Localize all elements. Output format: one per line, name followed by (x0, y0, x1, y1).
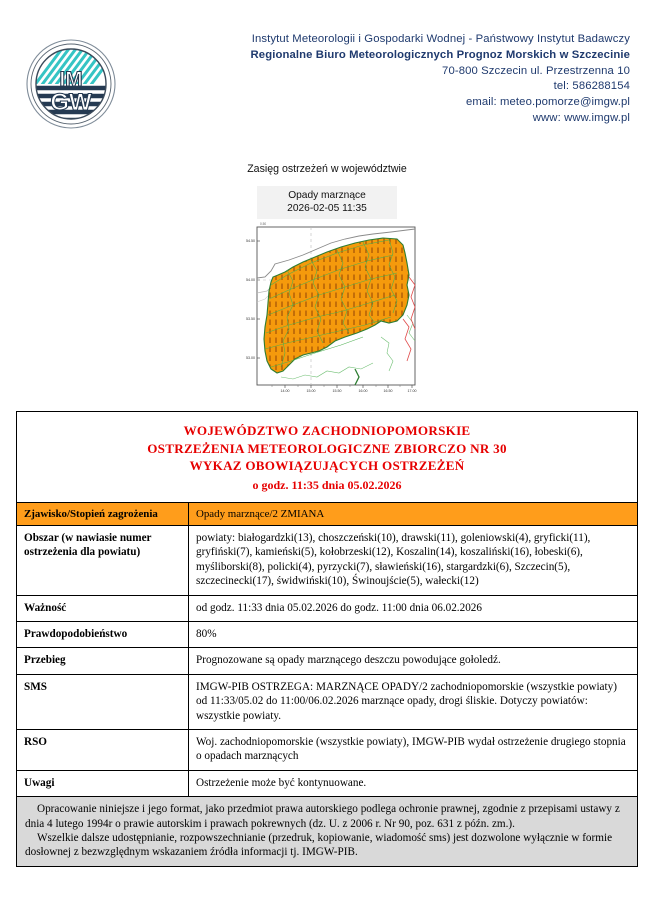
row-label-remarks: Uwagi (17, 770, 189, 796)
org-website: www: www.imgw.pl (532, 111, 630, 124)
imgw-logo-icon (25, 38, 117, 130)
table-row (17, 770, 638, 796)
row-value-course: Prognozowane są opady marznącego deszczu powodujące gołoledź. (189, 648, 638, 674)
organization-contact-block (251, 32, 630, 127)
map-phenomenon-title: Opady marznące (288, 190, 366, 201)
row-label-probability: Prawdopodobieństwo (17, 621, 189, 647)
title-line-1: WOJEWÓDZTWO ZACHODNIOPOMORSKIE (183, 423, 471, 438)
map-timestamp: 2026-02-05 11:35 (287, 203, 367, 214)
svg-text:15.00: 15.00 (306, 389, 316, 393)
table-row (17, 525, 638, 595)
warning-map-section (0, 150, 654, 408)
copyright-paragraph-2: Wszelkie dalsze udostępnianie, rozpowszechnianie (przedruk, kopiowanie, wiadomość sms) jest dozwolone wyłącznie w formie dosłownej z bezwzględnym wskazaniem źródła informacji tj. IMGW-PIB. (25, 832, 613, 859)
title-line-4: o godz. 11:35 dnia 05.02.2026 (252, 477, 402, 492)
svg-text:14.00: 14.00 (280, 389, 290, 393)
row-value-rso: Woj. zachodniopomorskie (wszystkie powiaty), IMGW-PIB wydał ostrzeżenie drugiego stopnia o opadach marznących (189, 729, 638, 770)
svg-text:IM: IM (59, 68, 83, 91)
table-row (17, 648, 638, 674)
row-value-probability: 80% (189, 621, 638, 647)
row-value-validity: od godz. 11:33 dnia 05.02.2026 do godz. 11:00 dnia 06.02.2026 (189, 595, 638, 621)
svg-text:53.00: 53.00 (246, 356, 255, 360)
row-value-remarks: Ostrzeżenie może być kontynuowane. (189, 770, 638, 796)
imgw-logo (25, 38, 117, 130)
org-phone: tel: 586288154 (553, 80, 630, 93)
svg-text:54.00: 54.00 (246, 278, 255, 282)
row-value-sms: IMGW-PIB OSTRZEGA: MARZNĄCE OPADY/2 zachodniopomorskie (wszystkie powiaty) od 11:33/05.02 do 11:00/06.02.2026 marznące opady, drogi śliskie. Dotyczy powiatów: wszystkie powiaty. (189, 674, 638, 729)
document-title-cell (17, 412, 638, 503)
table-row (17, 595, 638, 621)
map-x-ticks (281, 389, 417, 393)
org-email: email: meteo.pomorze@imgw.pl (465, 96, 630, 109)
row-label-sms: SMS (17, 674, 189, 729)
copyright-paragraph-1: Opracowanie niniejsze i jego format, jako przedmiot prawa autorskiego podlega ochronie prawnej, zgodnie z przepisami ustawy z dnia 4 lutego 1994r o prawie autorskim i prawach pokrewnych (dz. U. z 2006 r. Nr 90, poz. 631 z późn. zm.). (25, 803, 620, 830)
table-row (17, 621, 638, 647)
warning-table (16, 411, 638, 867)
row-label-validity: Ważność (17, 595, 189, 621)
svg-text:GW: GW (50, 89, 92, 116)
page-header (0, 0, 654, 148)
map-y-ticks (246, 239, 255, 360)
table-title-row (17, 412, 638, 503)
row-value-area: powiaty: białogardzki(13), choszczeński(10), drawski(11), goleniowski(4), gryficki(11), gryfiński(7), kamieński(5), kołobrzeski(12), Koszalin(14), koszaliński(16), łobeski(6), myśliborski(8), policki(4), pyrzycki(7), sławieński(16), stargardzki(6), Szczecin(5), szczecinecki(17), świdwiński(10), Świnoujście(5), wałecki(12) (189, 525, 638, 595)
svg-text:54.50: 54.50 (246, 239, 255, 243)
table-row (17, 502, 638, 525)
row-label-rso: RSO (17, 729, 189, 770)
map-plot (231, 219, 423, 399)
map-svg (231, 219, 423, 399)
svg-text:15.50: 15.50 (332, 389, 342, 393)
map-corner-label: 0.50 (260, 222, 267, 226)
org-name-line2: Regionalne Biuro Meteorologicznych Prognoz Morskich w Szczecinie (250, 48, 630, 61)
title-line-3: WYKAZ OBOWIĄZUJĄCYCH OSTRZEŻEŃ (189, 458, 465, 473)
map-heading: Zasięg ostrzeżeń w województwie (247, 163, 407, 175)
svg-text:16.00: 16.00 (358, 389, 368, 393)
title-line-2: OSTRZEŻENIA METEOROLOGICZNE ZBIORCZO NR 30 (147, 440, 507, 456)
row-label-area: Obszar (w nawiasie numer ostrzeżenia dla powiatu) (17, 525, 189, 595)
svg-text:17.00: 17.00 (407, 389, 417, 393)
map-title-box (257, 186, 397, 220)
row-value-phenomenon: Opady marznące/2 ZMIANA (189, 502, 638, 525)
copyright-notice (17, 797, 638, 867)
table-row (17, 674, 638, 729)
row-label-phenomenon: Zjawisko/Stopień zagrożenia (17, 502, 189, 525)
org-name-line1: Instytut Meteorologii i Gospodarki Wodnej - Państwowy Instytut Badawczy (251, 33, 630, 45)
row-label-course: Przebieg (17, 648, 189, 674)
svg-text:16.50: 16.50 (383, 389, 393, 393)
table-row (17, 729, 638, 770)
svg-text:53.50: 53.50 (246, 317, 255, 321)
org-address: 70-800 Szczecin ul. Przestrzenna 10 (442, 64, 630, 77)
table-footer-row (17, 797, 638, 867)
